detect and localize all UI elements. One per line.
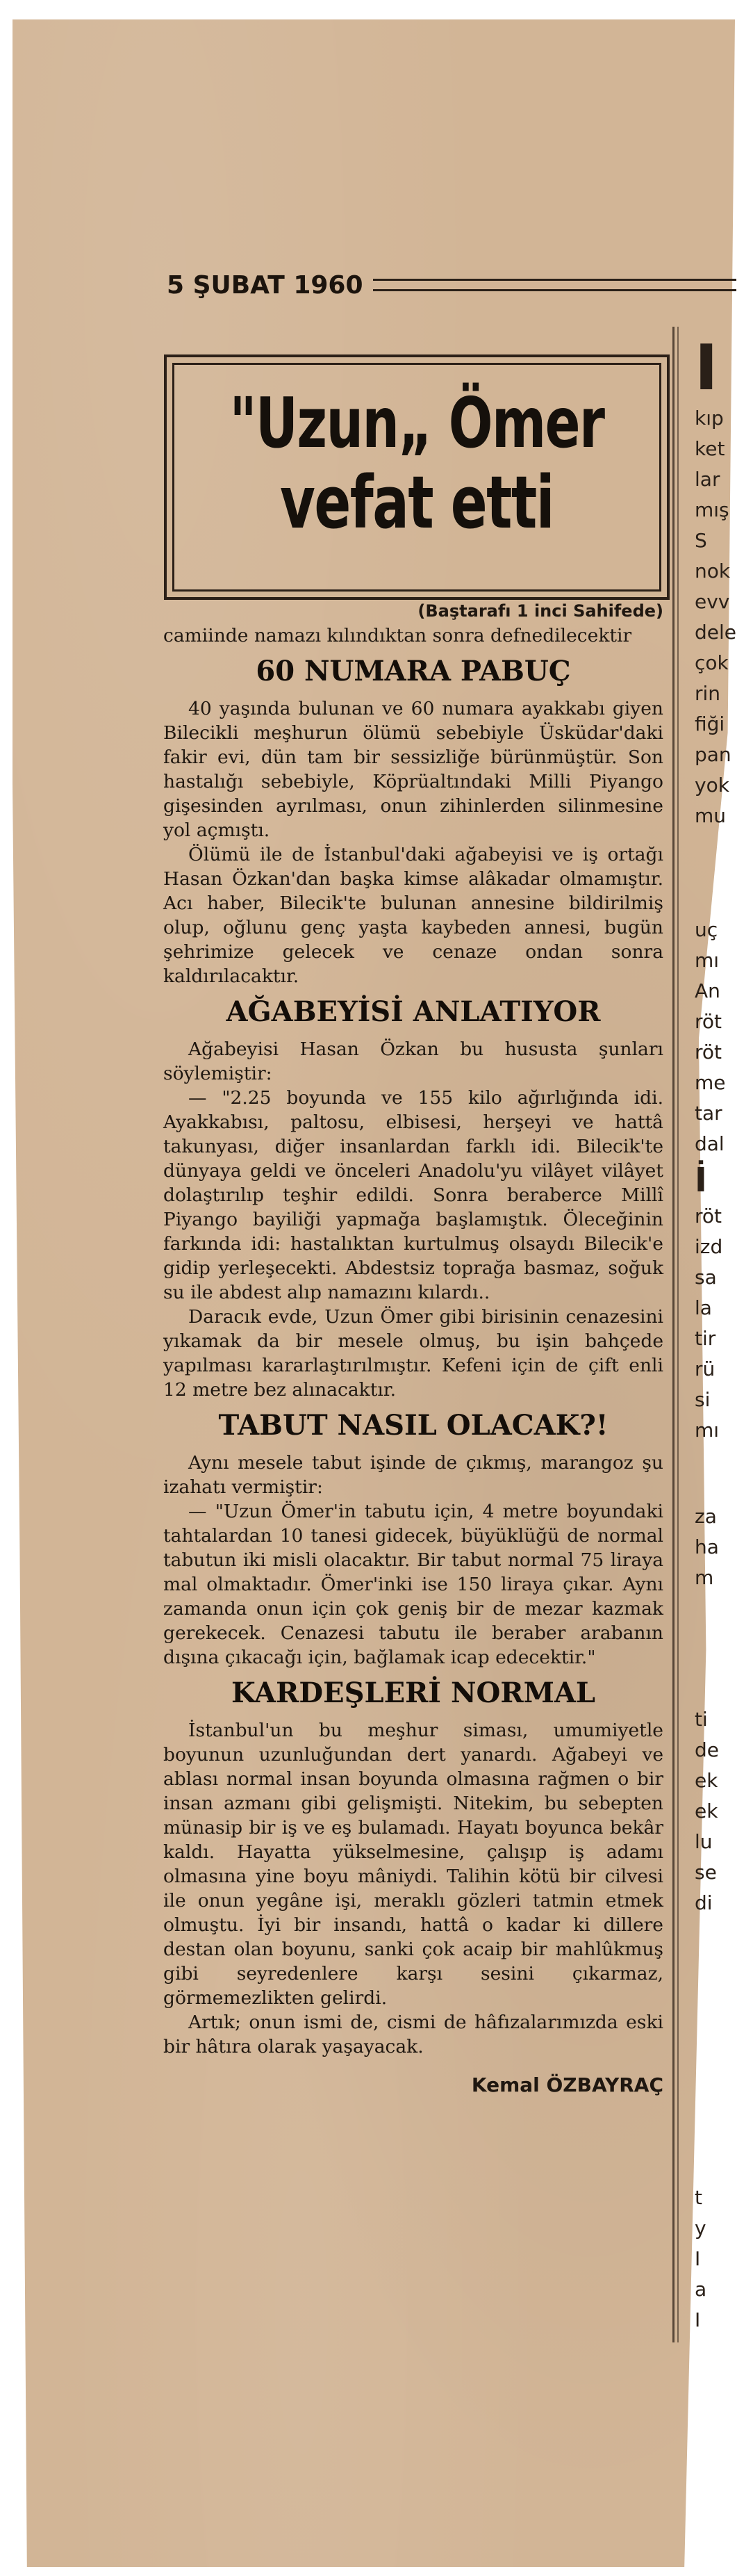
paragraph: Ağabeyisi Hasan Özkan bu hususta şunları söylemiştir: bbox=[163, 1038, 663, 1084]
fragment-line: çok bbox=[695, 651, 729, 674]
fragment-line: An bbox=[695, 979, 720, 1002]
fragment-line: mı bbox=[695, 949, 720, 972]
fragment-line: dal bbox=[695, 1132, 725, 1155]
dateline-rule bbox=[373, 279, 736, 291]
fragment-line: se bbox=[695, 1861, 717, 1884]
headline-box bbox=[164, 354, 670, 600]
paragraph: İstanbul'un bu meşhur siması, umumiyetle boyunun uzunluğundan dert yanardı. Ağabeyi ve ablası normal insan boyunda olmasına rağmen o bir insan azmanı gibi gelişmişti. Nitekim, bu sebepten münasip bir iş ve eş bulamadı. Hayatı boyunca bekâr kaldı. Hayatta yükselmesine, çalışıp iş adamı olmasına yine boyu mâniydi. Talihin kötü bir cilvesi ile onun yegâne işi, meraklı gözleri tatmin etmek olmuştu. İyi bir insandı, hattâ o kadar ki dillere destan olan boyunu, sanki çok acaip bir mahlûkmuş gibi seyredenlere karşı sesini çıkarmaz, görmemezlikten gelirdi. bbox=[163, 1720, 663, 2009]
section-heading-tabut: TABUT NASIL OLACAK?! bbox=[218, 1409, 609, 1442]
fragment-line: fiği bbox=[695, 712, 725, 735]
fragment-line: röt bbox=[695, 1041, 722, 1063]
section-heading-pabuc: 60 NUMARA PABUÇ bbox=[256, 655, 571, 687]
headline-line-1: "Uzun„ Ömer bbox=[229, 382, 604, 464]
fragment-line: ket bbox=[695, 437, 725, 460]
fragment-big-letter: I bbox=[695, 332, 718, 405]
fragment-line: di bbox=[695, 1891, 713, 1914]
column-rule-inner bbox=[677, 327, 679, 2342]
fragment-line: röt bbox=[695, 1010, 722, 1033]
quote-paragraph: — "2.25 boyunda ve 155 kilo ağırlığında idi. Ayakkabısı, paltosu, elbisesi, herşeyi ve hattâ takunyası, diğer insanlardan farklı idi. Bilecik'te dünyaya geldi ve önceleri Anadolu'yu vilâyet vilâyet dolaştırılıp teşhir edildi. Sonra beraberce Millî Piyango bayiliği yapmağa başlamıştık. Öleceğinin farkında idi: hastalıktan kurtulmuş olsaydı Bilecik'e gidip yerleşecekti. Abdestsiz toprağa basmaz, soğuk su ile abdest alıp namazını kılardı.. bbox=[163, 1087, 663, 1303]
fragment-line: y bbox=[695, 2217, 706, 2240]
fragment-line: tir bbox=[695, 1327, 716, 1350]
fragment-line: ek bbox=[695, 1769, 718, 1792]
fragment-line: mu bbox=[695, 804, 727, 827]
fragment-line: za bbox=[695, 1505, 717, 1528]
fragment-line: me bbox=[695, 1071, 726, 1094]
fragment-line: I bbox=[695, 2247, 701, 2270]
dateline bbox=[167, 264, 736, 306]
author-signature: Kemal ÖZBAYRAÇ bbox=[471, 2073, 663, 2096]
fragment-line: S bbox=[695, 529, 707, 552]
fragment-line: mış bbox=[695, 498, 729, 521]
fragment-line: uç bbox=[695, 918, 718, 941]
article-body bbox=[163, 599, 663, 2097]
fragment-line: I bbox=[695, 2308, 701, 2331]
lead-paragraph: camiinde namazı kılındıktan sonra defnedilecektir bbox=[163, 625, 632, 646]
paragraph: Artık; onun ismi de, cismi de hâfızalarımızda eski bir hâtıra olarak yaşayacak. bbox=[163, 2012, 663, 2057]
fragment-line: mı bbox=[695, 1419, 720, 1442]
fragment-line: rü bbox=[695, 1358, 715, 1380]
paragraph: Aynı mesele tabut işinde de çıkmış, marangoz şu izahatı vermiştir: bbox=[163, 1452, 663, 1498]
fragment-line: de bbox=[695, 1738, 719, 1761]
column-rule bbox=[672, 327, 675, 2342]
fragment-line: tar bbox=[695, 1102, 722, 1125]
fragment-line: lu bbox=[695, 1830, 713, 1853]
fragment-line: pan bbox=[695, 743, 731, 766]
fragment-line: yok bbox=[695, 774, 729, 797]
fragment-line: röt bbox=[695, 1205, 722, 1228]
fragment-line: ha bbox=[695, 1535, 719, 1558]
fragment-line: rin bbox=[695, 682, 721, 705]
quote-paragraph: — "Uzun Ömer'in tabutu için, 4 metre boyundaki tahtalardan 10 tanesi gidecek, büyüklüğü de normal tabutun iki misli olacaktır. Bir tabut normal 75 liraya mal olmaktadır. Ömer'inki ise 150 liraya çıkar. Aynı zamanda onun için çok geniş bir de mezar kazmak gerekecek. Cenazesi tabutu ile beraber arabanın dışına çıkacağı için, bağlamak icap edecektir." bbox=[163, 1501, 663, 1668]
fragment-line: m bbox=[695, 1566, 714, 1589]
fragment-line: lar bbox=[695, 468, 720, 491]
fragment-line: ti bbox=[695, 1708, 708, 1731]
section-heading-agabeyisi: AĞABEYİSİ ANLATIYOR bbox=[226, 995, 601, 1028]
fragment-line: evv bbox=[695, 590, 730, 613]
fragment-line: kıp bbox=[695, 407, 724, 430]
paragraph: Daracık evde, Uzun Ömer gibi birisinin cenazesini yıkamak da bir mesele olmuş, bu işin bahçede yapılması kararlaştırılmıştır. Kefeni için de çift enli 12 metre bez alınacaktır. bbox=[163, 1306, 663, 1401]
fragment-line: izd bbox=[695, 1235, 723, 1258]
fragment-big-letter: İ bbox=[695, 1161, 707, 1200]
headline-line-2: vefat etti bbox=[280, 460, 554, 545]
fragment-line: sa bbox=[695, 1266, 717, 1289]
fragment-line: si bbox=[695, 1388, 711, 1411]
section-heading-kardesleri: KARDEŞLERİ NORMAL bbox=[231, 1677, 596, 1709]
paragraph: Ölümü ile de İstanbul'daki ağabeyisi ve iş ortağı Hasan Özkan'dan başka kimse alâkadar olmamıştır. Acı haber, Bilecik'te bulunan annesine bildirilmiş olup, oğlunu genç yaşta kaybeden annesi, bugün şehrimize gelecek ve cenaze ondan sonra kaldırılacaktır. bbox=[163, 844, 663, 987]
dateline-text: 5 ŞUBAT 1960 bbox=[167, 270, 363, 300]
fragment-line: la bbox=[695, 1296, 712, 1319]
fragment-line: a bbox=[695, 2278, 707, 2301]
fragment-line: t bbox=[695, 2186, 702, 2209]
fragment-line: ek bbox=[695, 1800, 718, 1823]
fragment-line: nok bbox=[695, 560, 731, 582]
fragment-line: dele bbox=[695, 621, 737, 644]
paragraph: 40 yaşında bulunan ve 60 numara ayakkabı giyen Bilecikli meşhurun ölümü sebebiyle Üsküdar'daki fakir evi, dün tam bir sessizliğe bürünmüştür. Son hastalığı sebebiyle, Köprüaltındaki Milli Piyango gişesinden ayrılması, onun zihinlerden silinmesine yol açmıştı. bbox=[163, 698, 663, 841]
continued-reference: (Baştarafı 1 inci Sahifede) bbox=[417, 601, 663, 621]
adjacent-column-fragment bbox=[695, 332, 750, 2331]
